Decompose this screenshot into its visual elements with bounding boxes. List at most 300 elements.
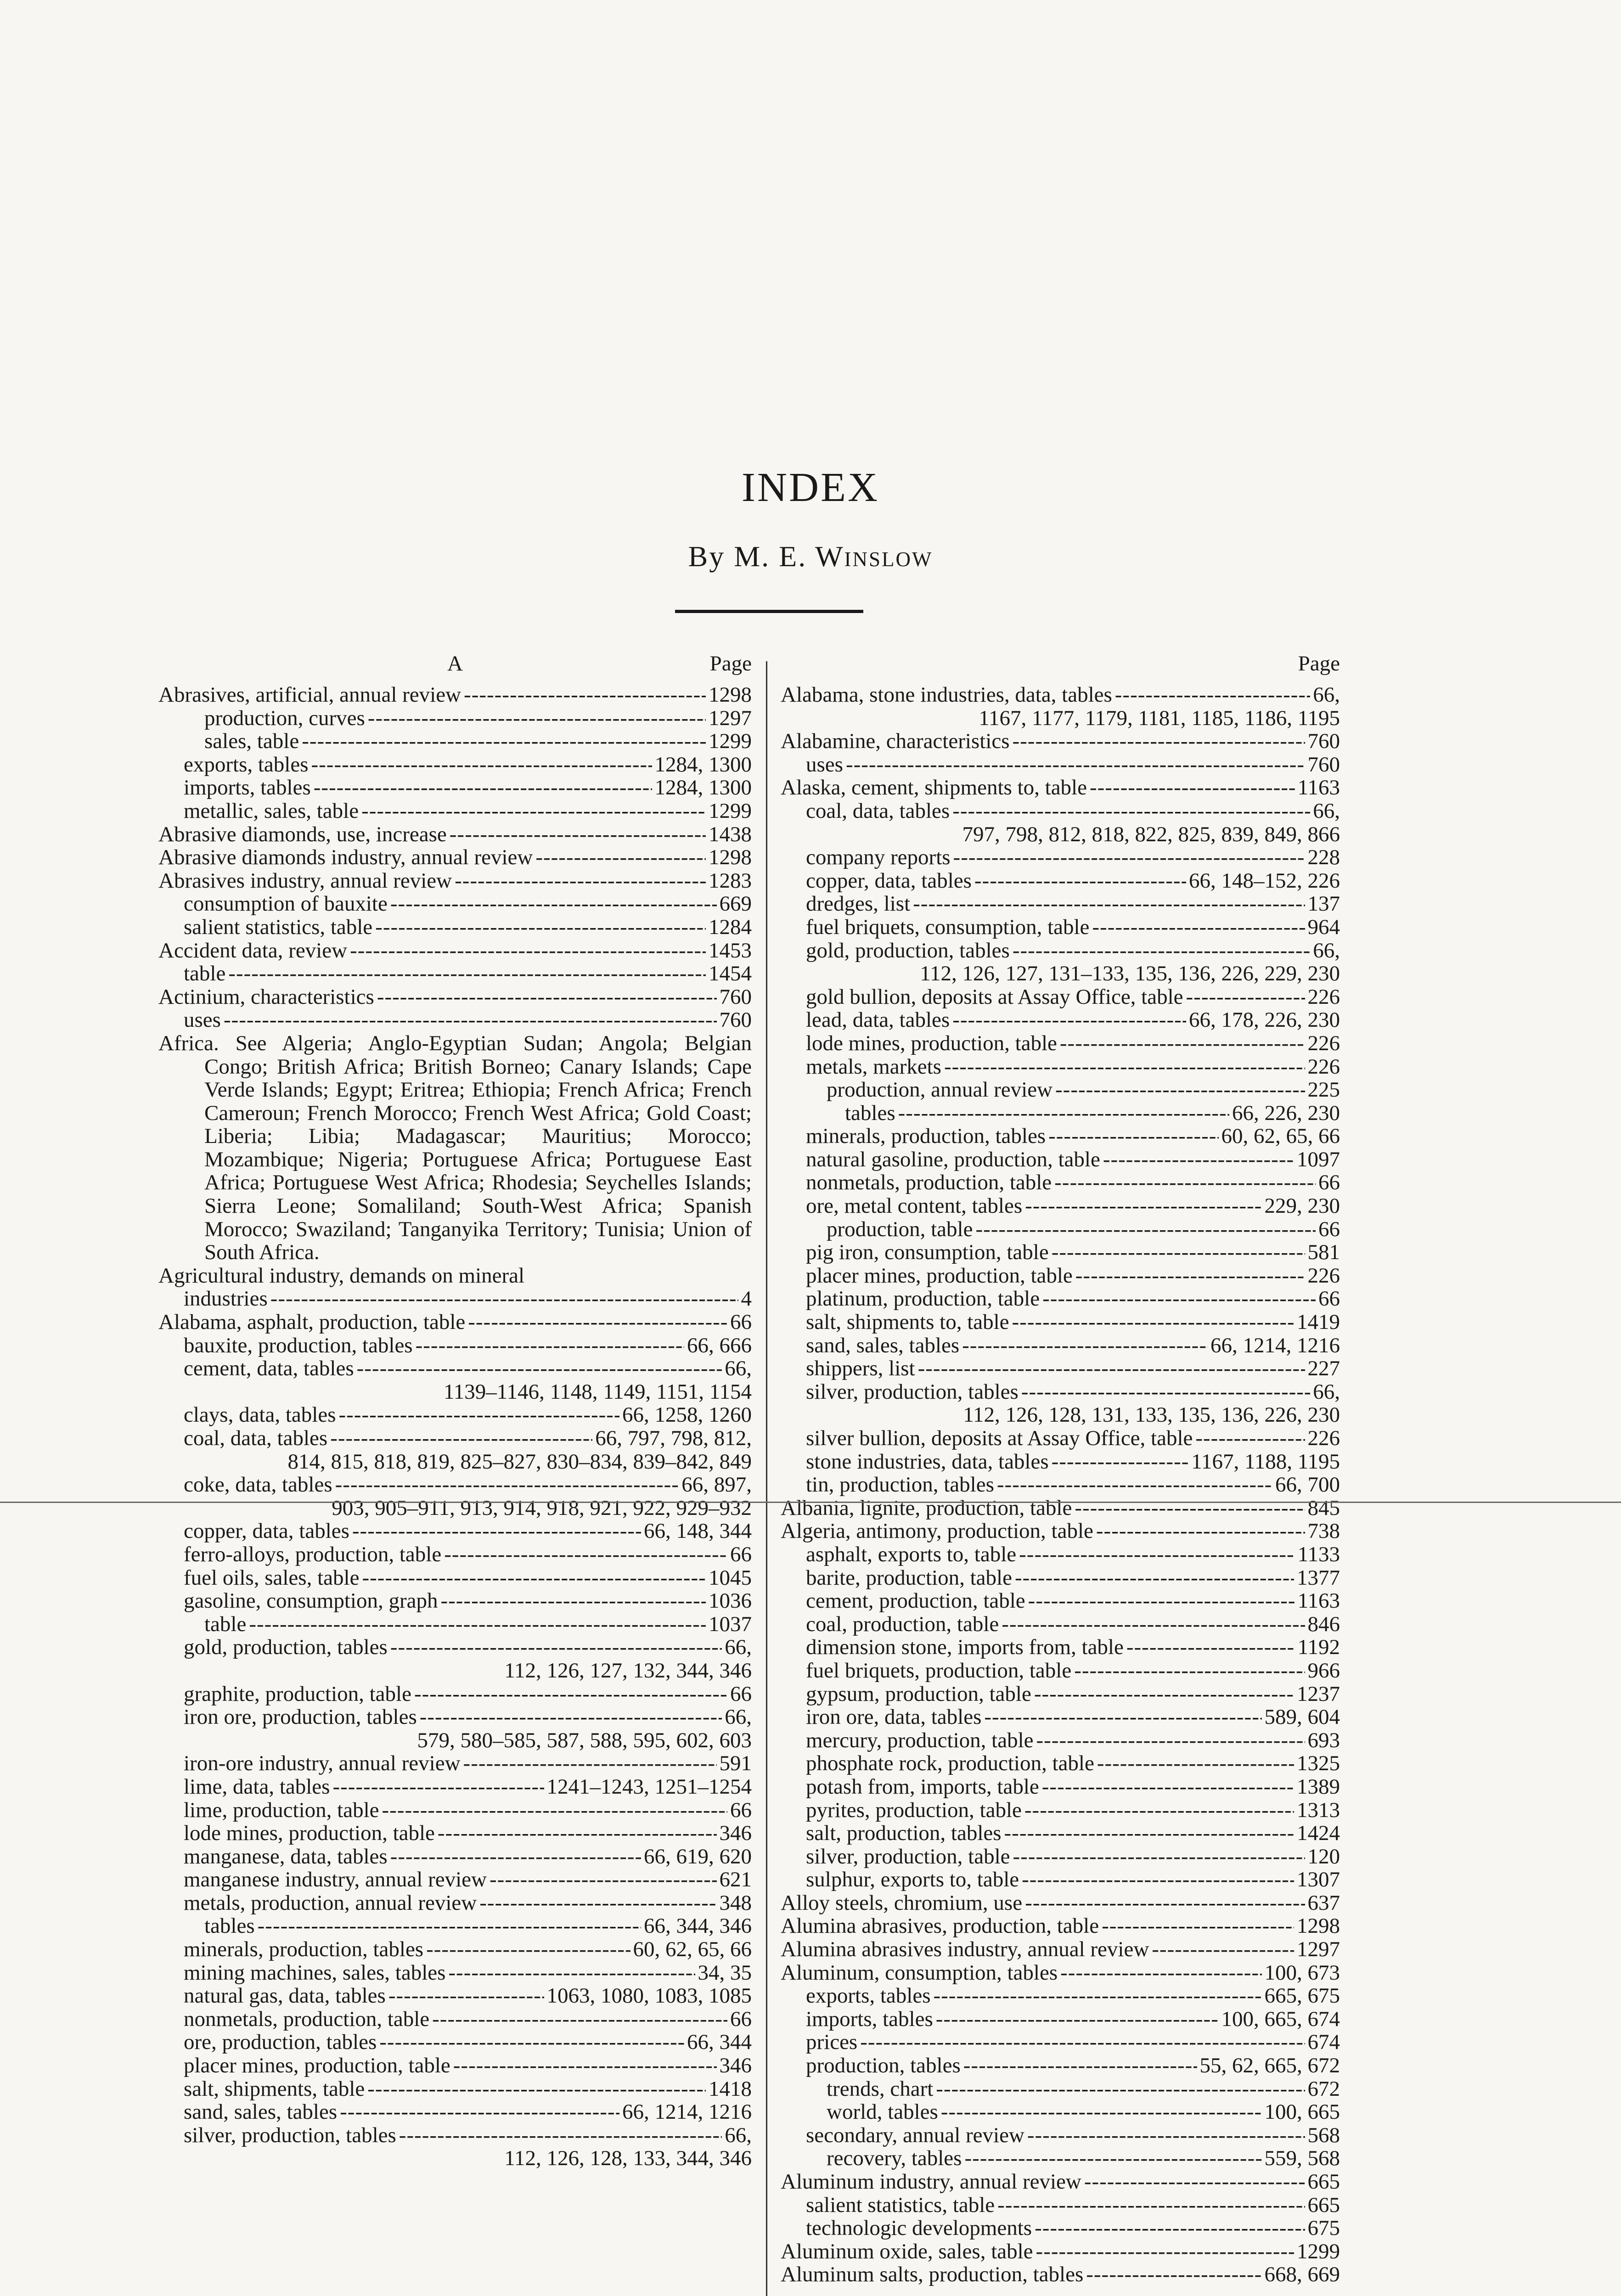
entry-term: Alaska, cement, shipments to, table xyxy=(781,776,1087,800)
index-entry xyxy=(158,1868,752,1891)
entry-term: coal, production, table xyxy=(806,1612,999,1636)
leader-dots xyxy=(952,1008,1186,1032)
entry-page-refs: 846 xyxy=(1307,1612,1340,1636)
entry-page-refs: 120 xyxy=(1307,1844,1340,1868)
entry-term: ore, metal content, tables xyxy=(806,1194,1023,1218)
index-entry xyxy=(781,2217,1340,2240)
entry-page-refs: 1192 xyxy=(1297,1635,1340,1660)
index-entry xyxy=(158,1566,752,1590)
entry-page-refs: 66, 344, 346 xyxy=(644,1914,752,1938)
entry-page-refs: 66 xyxy=(1318,1217,1340,1241)
leader-dots xyxy=(1042,1287,1316,1311)
entry-line xyxy=(806,2124,1340,2147)
leader-dots xyxy=(1052,1241,1305,1264)
entry-term: lead, data, tables xyxy=(806,1008,950,1032)
leader-dots xyxy=(962,1334,1208,1357)
index-entry xyxy=(158,1636,752,1682)
entry-page-refs: 1063, 1080, 1083, 1085 xyxy=(546,1984,752,2008)
entry-page-refs: 348 xyxy=(719,1891,752,1915)
entry-page-refs: 1419 xyxy=(1297,1310,1340,1334)
byline-prefix: By xyxy=(688,540,726,573)
entry-line xyxy=(806,1311,1340,1334)
index-entry xyxy=(158,1473,752,1519)
entry-page-refs: 1298 xyxy=(709,683,752,707)
entry-line xyxy=(184,1008,752,1032)
entry-term: industries xyxy=(184,1287,268,1311)
entry-term: manganese, data, tables xyxy=(184,1844,388,1868)
entry-term: production, table xyxy=(827,1217,973,1241)
leader-dots xyxy=(846,753,1305,777)
leader-dots xyxy=(898,1102,1229,1125)
leader-dots xyxy=(1027,2124,1305,2147)
entry-term: technologic developments xyxy=(806,2216,1032,2240)
entry-line xyxy=(806,1752,1340,1775)
index-entry xyxy=(781,1822,1340,1845)
entry-line xyxy=(184,1938,752,1961)
leader-dots xyxy=(1075,1497,1305,1520)
leader-dots xyxy=(984,1705,1261,1729)
column-divider xyxy=(766,661,767,2296)
entry-page-refs: 1284, 1300 xyxy=(654,752,752,777)
index-entry xyxy=(158,1032,752,1264)
leader-dots xyxy=(375,916,706,939)
leader-dots xyxy=(270,1287,738,1311)
leader-dots xyxy=(367,2077,706,2101)
index-entry xyxy=(158,1287,752,1311)
leader-dots xyxy=(414,1683,727,1706)
index-entry xyxy=(781,1473,1340,1497)
entry-line xyxy=(184,962,752,985)
entry-line xyxy=(184,1357,752,1380)
entry-line xyxy=(806,1334,1340,1357)
entry-page-refs: 693 xyxy=(1307,1728,1340,1752)
entry-page-refs: 100, 665, 674 xyxy=(1221,2007,1340,2031)
entry-term: silver, production, tables xyxy=(184,2123,396,2147)
leader-dots xyxy=(379,2031,684,2054)
leader-dots xyxy=(258,1914,641,1938)
entry-term: copper, data, tables xyxy=(184,1519,349,1543)
entry-line xyxy=(184,2124,752,2147)
entry-term: pig iron, consumption, table xyxy=(806,1240,1049,1265)
entry-page-refs-continued: 903, 905–911, 913, 914, 918, 921, 922, 929–932 xyxy=(332,1496,752,1520)
index-entry xyxy=(781,1264,1340,1288)
index-entry xyxy=(158,1799,752,1822)
entry-term: salt, shipments, table xyxy=(184,2077,365,2101)
entry-line xyxy=(204,707,752,730)
entry-page-refs: 760 xyxy=(1307,729,1340,754)
entry-term: cement, data, tables xyxy=(184,1356,354,1381)
entry-term: platinum, production, table xyxy=(806,1287,1040,1311)
entry-term: Alumina abrasives, production, table xyxy=(781,1914,1099,1938)
entry-page-refs: 66 xyxy=(730,2007,752,2031)
index-entry xyxy=(158,1403,752,1427)
index-entry xyxy=(781,1659,1340,1683)
entry-page-refs: 760 xyxy=(1307,752,1340,777)
index-entry xyxy=(781,2054,1340,2077)
leader-dots xyxy=(448,1961,695,1985)
index-entry xyxy=(781,2147,1340,2170)
entry-term: salt, production, tables xyxy=(806,1821,1002,1846)
entry-term: silver bullion, deposits at Assay Office, table xyxy=(806,1426,1193,1450)
leader-dots xyxy=(464,683,706,707)
entry-line xyxy=(806,1729,1340,1752)
index-entry xyxy=(781,1775,1340,1799)
index-entry xyxy=(781,1125,1340,1148)
leader-dots xyxy=(357,1357,722,1380)
entry-term: Aluminum, consumption, tables xyxy=(781,1960,1058,1985)
entry-page-refs: 966 xyxy=(1307,1658,1340,1683)
index-entry xyxy=(781,1102,1340,1125)
entry-page-refs: 668, 669 xyxy=(1264,2262,1340,2287)
entry-term: copper, data, tables xyxy=(806,868,972,893)
entry-term: Agricultural industry, demands on mineral xyxy=(158,1263,525,1288)
entry-line xyxy=(184,1775,752,1799)
entry-line xyxy=(806,869,1340,893)
index-entry xyxy=(158,2077,752,2101)
author-byline xyxy=(0,540,1621,574)
entry-line xyxy=(806,1822,1340,1845)
entry-page-refs: 226 xyxy=(1307,1031,1340,1055)
entry-line xyxy=(184,1868,752,1891)
entry-line xyxy=(184,1891,752,1915)
index-entry xyxy=(158,1914,752,1938)
leader-dots xyxy=(1048,1125,1218,1148)
entry-line xyxy=(184,1845,752,1868)
index-entry xyxy=(781,1032,1340,1055)
leader-dots xyxy=(390,1636,722,1659)
index-entry xyxy=(781,1450,1340,1474)
entry-term: dimension stone, imports from, table xyxy=(806,1635,1124,1660)
entry-page-refs-continued: 112, 126, 128, 131, 133, 135, 136, 226, 230 xyxy=(963,1403,1340,1427)
entry-page-refs: 66 xyxy=(1318,1287,1340,1311)
index-entry xyxy=(781,1984,1340,2008)
entry-page-refs: 66, 148–152, 226 xyxy=(1189,868,1340,893)
index-column-left xyxy=(158,652,752,2170)
entry-line xyxy=(806,1659,1340,1683)
entry-page-refs: 760 xyxy=(719,1008,752,1032)
section-letter: A xyxy=(447,652,463,675)
entry-page-refs: 1133 xyxy=(1297,1542,1340,1566)
entry-page-refs: 1299 xyxy=(1297,2239,1340,2263)
entry-page-refs-continued: 1139–1146, 1148, 1149, 1151, 1154 xyxy=(443,1379,752,1404)
leader-dots xyxy=(1024,1799,1294,1822)
index-entry xyxy=(781,776,1340,799)
entry-term: stone industries, data, tables xyxy=(806,1449,1049,1474)
entry-line xyxy=(184,2008,752,2031)
entry-page-refs: 581 xyxy=(1307,1240,1340,1265)
index-entry xyxy=(781,1729,1340,1752)
entry-page-refs: 672 xyxy=(1307,2077,1340,2101)
leader-dots xyxy=(952,799,1310,823)
index-entry xyxy=(781,1566,1340,1590)
leader-dots xyxy=(1013,939,1310,962)
index-entry xyxy=(158,1008,752,1032)
entry-line xyxy=(184,1519,752,1543)
entry-page-refs: 229, 230 xyxy=(1264,1194,1340,1218)
entry-term: shippers, list xyxy=(806,1356,915,1381)
index-entry xyxy=(781,2170,1340,2194)
entry-line xyxy=(158,1264,752,1288)
entry-page-refs: 66, 178, 226, 230 xyxy=(1189,1008,1340,1032)
entry-line xyxy=(806,2194,1340,2217)
entry-term: exports, tables xyxy=(184,752,309,777)
entry-page-refs: 66, 1214, 1216 xyxy=(1210,1333,1340,1357)
entry-term: metals, production, annual review xyxy=(184,1891,477,1915)
entry-term: trends, chart xyxy=(827,2077,934,2101)
index-entry xyxy=(158,1845,752,1868)
index-entry xyxy=(781,2263,1340,2286)
leader-dots xyxy=(1060,1032,1305,1055)
entry-line xyxy=(806,1636,1340,1659)
index-entry xyxy=(781,1589,1340,1613)
entry-line xyxy=(781,2170,1340,2194)
index-entry xyxy=(158,1705,752,1752)
entry-page-refs: 669 xyxy=(719,892,752,916)
index-entry xyxy=(158,846,752,869)
entry-line xyxy=(806,1705,1340,1729)
entry-line xyxy=(184,776,752,799)
index-entry xyxy=(781,892,1340,916)
entry-term: Abrasives, artificial, annual review xyxy=(158,683,462,707)
entry-page-refs: 1299 xyxy=(709,729,752,754)
leader-dots xyxy=(340,2100,619,2124)
entry-page-refs: 226 xyxy=(1307,1263,1340,1288)
index-entry xyxy=(781,1519,1340,1543)
entry-page-refs: 1377 xyxy=(1297,1565,1340,1590)
entry-page-refs: 226 xyxy=(1307,1426,1340,1450)
entry-line xyxy=(184,2031,752,2054)
title-rule xyxy=(675,610,863,613)
leader-dots xyxy=(936,2008,1219,2031)
index-entry xyxy=(781,869,1340,893)
index-entry xyxy=(781,1194,1340,1218)
entry-line xyxy=(184,1334,752,1357)
leader-dots xyxy=(1022,1868,1294,1891)
index-entry xyxy=(781,1613,1340,1636)
entry-line xyxy=(158,846,752,869)
entry-page-refs: 346 xyxy=(719,1821,752,1846)
entry-term: sand, sales, tables xyxy=(184,2100,338,2124)
entry-page-refs: 665, 675 xyxy=(1264,1984,1340,2008)
entry-term: Albania, lignite, production, table xyxy=(781,1496,1072,1520)
entry-term: coal, data, tables xyxy=(184,1426,328,1450)
entry-term: iron ore, data, tables xyxy=(806,1705,982,1729)
entry-line xyxy=(806,1055,1340,1079)
leader-dots xyxy=(314,776,652,799)
entry-line xyxy=(806,1032,1340,1055)
entry-term: Aluminum industry, annual review xyxy=(781,2170,1081,2194)
entry-term: production, curves xyxy=(204,706,365,730)
leader-dots xyxy=(332,1775,544,1799)
entry-page-refs: 1241–1243, 1251–1254 xyxy=(546,1774,752,1799)
index-entry xyxy=(781,1078,1340,1102)
leader-dots xyxy=(1060,1961,1261,1985)
leader-dots xyxy=(388,1984,544,2008)
entry-line xyxy=(781,1519,1340,1543)
index-entry xyxy=(781,1311,1340,1334)
leader-dots xyxy=(224,1008,717,1032)
entry-page-refs-continued: 814, 815, 818, 819, 825–827, 830–834, 839–842, 849 xyxy=(287,1449,752,1474)
index-entry xyxy=(158,1984,752,2008)
entry-line xyxy=(806,1589,1340,1613)
entry-page-refs: 1045 xyxy=(709,1565,752,1590)
entry-page-refs: 346 xyxy=(719,2054,752,2078)
entry-page-refs: 675 xyxy=(1307,2216,1340,2240)
entry-line xyxy=(806,1473,1340,1497)
leader-dots xyxy=(468,1311,727,1334)
entry-page-refs: 226 xyxy=(1307,985,1340,1009)
entry-page-refs: 964 xyxy=(1307,915,1340,939)
entry-line xyxy=(781,1497,1340,1520)
entry-term: prices xyxy=(806,2030,858,2054)
entry-page-refs: 66 xyxy=(730,1542,752,1566)
leader-dots xyxy=(974,869,1186,893)
leader-dots xyxy=(330,1427,592,1450)
entry-term: salt, shipments to, table xyxy=(806,1310,1009,1334)
entry-page-refs: 1163 xyxy=(1297,1589,1340,1613)
entry-line xyxy=(158,939,752,962)
index-entry xyxy=(781,1241,1340,1264)
entry-line xyxy=(806,1194,1340,1218)
entry-line xyxy=(204,1613,752,1636)
entry-cross-reference: Africa. See Algeria; Anglo-Egyptian Sudan; Angola; Belgian Congo; British Africa; British Borneo; Canary Islands; Cape Verde Islands; Egypt; Eritrea; Ethiopia; French Africa; French Cameroun; French Morocco; French West Africa; Gold Coast; Liberia; Libia; Madagascar; Mauritius; Morocco; Mozambique; Nigeria; Portuguese Africa; Portuguese East Africa; Portuguese West Africa; Rhodesia; Seychelles Islands; Sierra Leone; Somaliland; South-West Africa; Spanish Morocco; Swaziland; Tanganyika Territory; Tunisia; Union of South Africa. xyxy=(158,1031,752,1265)
index-entry xyxy=(158,1683,752,1706)
entry-term: salient statistics, table xyxy=(184,915,373,939)
index-entry xyxy=(158,2100,752,2124)
leader-dots xyxy=(1075,1264,1305,1288)
entry-line xyxy=(806,1008,1340,1032)
index-entry xyxy=(158,1775,752,1799)
leader-dots xyxy=(302,730,706,753)
entry-line xyxy=(806,892,1340,916)
leader-dots xyxy=(941,2100,1262,2124)
index-entry xyxy=(158,707,752,730)
index-entry xyxy=(781,1380,1340,1427)
entry-page-refs: 66 xyxy=(730,1682,752,1706)
entry-line xyxy=(184,1427,752,1450)
entry-line xyxy=(204,1914,752,1938)
entry-line xyxy=(184,1984,752,2008)
entry-line xyxy=(184,1636,752,1659)
index-entry xyxy=(158,1543,752,1566)
entry-page-refs: 226 xyxy=(1307,1054,1340,1079)
index-entry xyxy=(781,1845,1340,1868)
index-entry xyxy=(781,2031,1340,2054)
index-column-right xyxy=(781,652,1340,2286)
entry-term: Abrasives industry, annual review xyxy=(158,868,452,893)
entry-term: ore, production, tables xyxy=(184,2030,377,2054)
index-entry xyxy=(158,1961,752,1985)
leader-dots xyxy=(463,1752,717,1775)
leader-dots xyxy=(1042,1775,1294,1799)
entry-page-refs: 66, 344 xyxy=(687,2030,752,2054)
entry-term: placer mines, production, table xyxy=(806,1263,1073,1288)
entry-page-refs: 1237 xyxy=(1297,1682,1340,1706)
index-entry xyxy=(781,1683,1340,1706)
index-entry xyxy=(158,2031,752,2054)
entry-term: sales, table xyxy=(204,729,299,754)
index-entry xyxy=(781,1961,1340,1985)
entry-line xyxy=(806,1799,1340,1822)
entry-term: exports, tables xyxy=(806,1984,931,2008)
entry-term: fuel oils, sales, table xyxy=(184,1565,360,1590)
leader-dots xyxy=(1025,1891,1305,1915)
leader-dots xyxy=(350,939,706,962)
entry-page-refs: 66, 666 xyxy=(687,1333,752,1357)
column-header xyxy=(158,652,752,675)
leader-dots xyxy=(1103,1148,1294,1171)
entry-page-refs: 66, xyxy=(1313,799,1340,823)
entry-line xyxy=(158,869,752,893)
entry-page-refs: 1167, 1188, 1195 xyxy=(1191,1449,1340,1474)
leader-dots xyxy=(934,1984,1262,2008)
index-entry xyxy=(158,1938,752,1961)
leader-dots xyxy=(440,1589,706,1613)
entry-page-refs: 665 xyxy=(1307,2170,1340,2194)
leader-dots xyxy=(964,2147,1261,2170)
entry-line xyxy=(781,776,1340,799)
leader-dots xyxy=(1012,1311,1294,1334)
entry-line xyxy=(806,1775,1340,1799)
entry-page-refs: 1283 xyxy=(709,868,752,893)
entry-term: placer mines, production, table xyxy=(184,2054,450,2078)
leader-dots xyxy=(1092,916,1305,939)
entry-line xyxy=(806,939,1340,962)
leader-dots xyxy=(1035,2217,1305,2240)
leader-dots xyxy=(1015,1566,1294,1590)
entry-line xyxy=(781,1914,1340,1938)
index-entry xyxy=(158,869,752,893)
entry-line xyxy=(184,1473,752,1497)
entry-term: Accident data, review xyxy=(158,938,348,962)
entry-line xyxy=(781,2240,1340,2263)
index-entry xyxy=(158,916,752,939)
entry-term: Alabama, stone industries, data, tables xyxy=(781,683,1112,707)
entry-term: Abrasive diamonds industry, annual review xyxy=(158,845,533,870)
index-entry-list xyxy=(158,683,752,2170)
entry-page-refs: 66 xyxy=(730,1798,752,1822)
entry-page-refs: 1418 xyxy=(709,2077,752,2101)
entry-page-refs: 1424 xyxy=(1297,1821,1340,1846)
leader-dots xyxy=(913,892,1305,916)
index-entry xyxy=(781,1218,1340,1241)
leader-dots xyxy=(438,1822,717,1845)
leader-dots xyxy=(444,1543,727,1566)
index-entry xyxy=(158,683,752,707)
index-entry xyxy=(781,1334,1340,1357)
entry-line xyxy=(806,799,1340,823)
entry-page-refs: 1297 xyxy=(1297,1937,1340,1962)
leader-dots xyxy=(432,2008,727,2031)
leader-dots xyxy=(455,869,706,893)
entry-page-refs: 66, 897, xyxy=(681,1473,752,1497)
index-entry xyxy=(781,985,1340,1009)
entry-page-refs: 66, 1258, 1260 xyxy=(622,1403,752,1427)
entry-page-refs: 66 xyxy=(1318,1171,1340,1195)
entry-page-refs: 225 xyxy=(1307,1078,1340,1102)
entry-page-refs-continued: 1167, 1177, 1179, 1181, 1185, 1186, 1195 xyxy=(979,706,1340,730)
index-entry-list xyxy=(781,683,1340,2286)
entry-term: tables xyxy=(845,1101,895,1125)
entry-line xyxy=(184,799,752,823)
entry-page-refs: 1037 xyxy=(709,1612,752,1636)
entry-term: graphite, production, table xyxy=(184,1682,411,1706)
entry-page-refs: 1097 xyxy=(1297,1147,1340,1171)
entry-page-refs: 621 xyxy=(719,1868,752,1892)
entry-line xyxy=(845,1102,1340,1125)
entry-line xyxy=(184,1287,752,1311)
entry-page-refs: 66, xyxy=(725,1635,752,1660)
